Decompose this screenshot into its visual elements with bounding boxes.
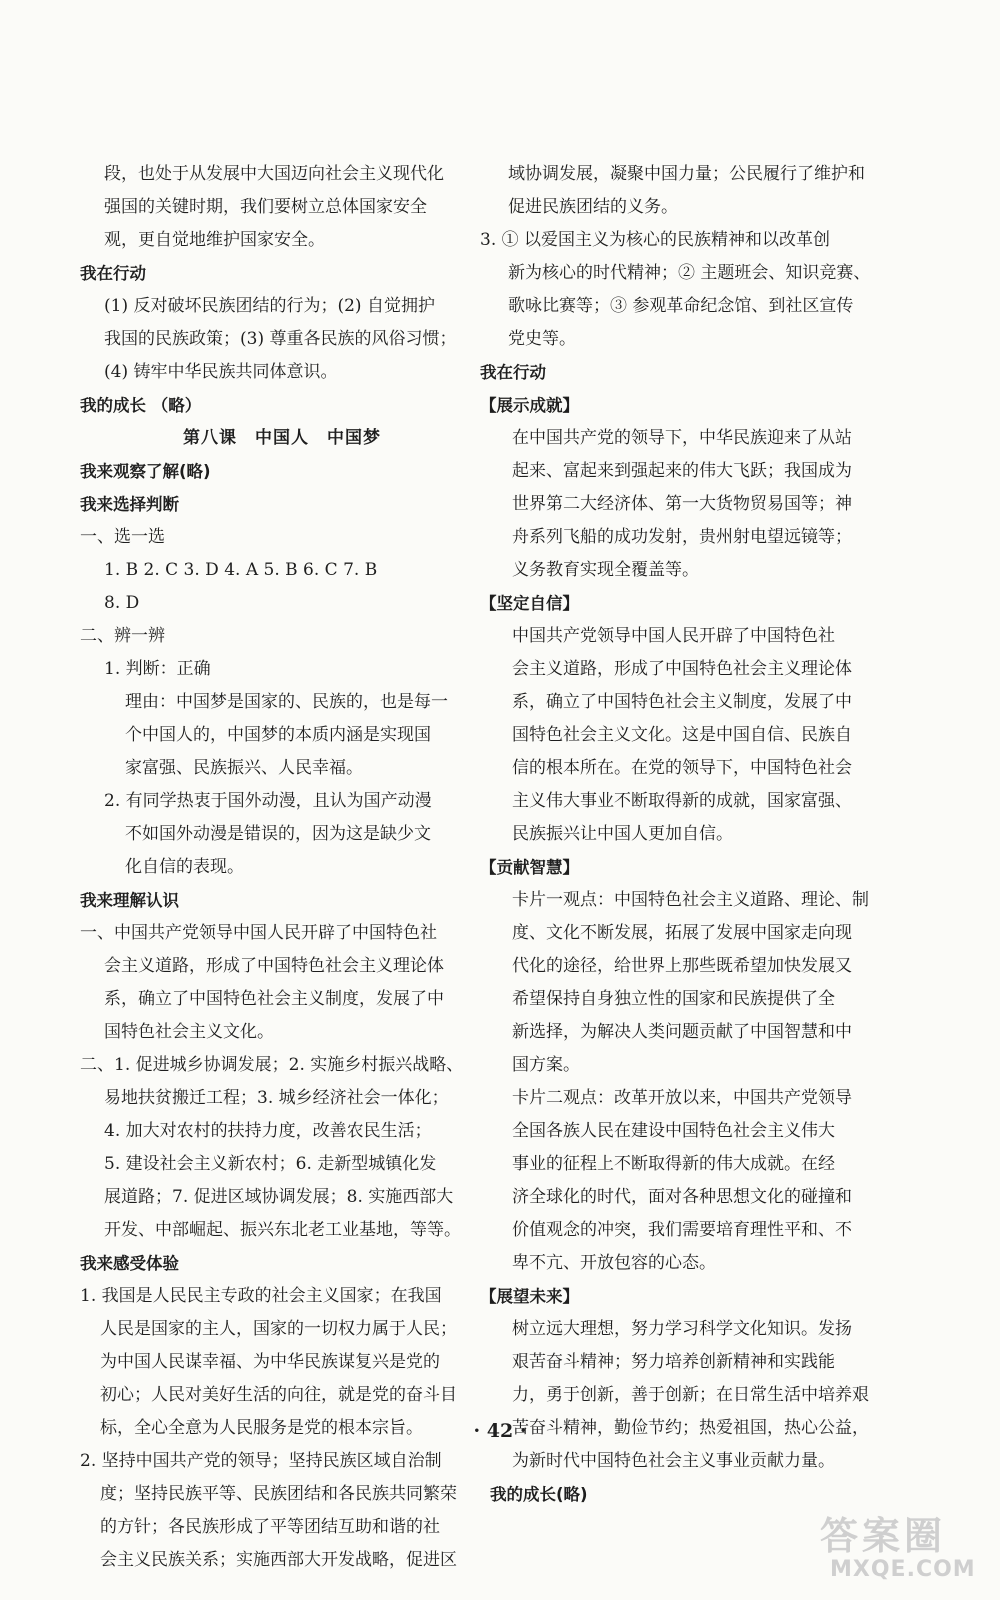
bracket-heading-confidence: 【坚定自信】	[480, 594, 579, 613]
text-line: 歌咏比赛等；③ 参观革命纪念馆、到社区宣传	[508, 296, 854, 316]
text-line: 舟系列飞船的成功发射，贵州射电望远镜等；	[512, 527, 852, 547]
text-line: 为新时代中国特色社会主义事业贡献力量。	[512, 1451, 835, 1471]
text-line: 开发、中部崛起、振兴东北老工业基地，等等。	[104, 1220, 461, 1240]
text-line: 会主义民族关系；实施西部大开发战略，促进区	[100, 1550, 457, 1570]
text-line: 4. 加大对农村的扶持力度，改善农民生活；	[104, 1121, 432, 1141]
lesson-title: 第八课 中国人 中国梦	[183, 428, 381, 448]
subsection-heading: 二、辨一辨	[80, 626, 165, 646]
text-line: 力，勇于创新，善于创新；在日常生活中培养艰	[512, 1385, 869, 1405]
bracket-heading-show: 【展示成就】	[480, 396, 579, 415]
text-line: 促进民族团结的义务。	[508, 197, 678, 217]
text-line: 希望保持自身独立性的国家和民族提供了全	[512, 989, 835, 1009]
text-line: 主义伟大事业不断取得新的成就，国家富强、	[512, 791, 852, 811]
text-line: 世界第二大经济体、第一大货物贸易国等；神	[512, 494, 852, 514]
text-line: (1) 反对破坏民族团结的行为；(2) 自觉拥护	[104, 296, 435, 316]
section-heading-feel: 我来感受体验	[80, 1254, 179, 1273]
text-line: 国特色社会主义文化。这是中国自信、民族自	[512, 725, 852, 745]
section-heading-growth: 我的成长(略)	[490, 1485, 588, 1504]
watermark-logo	[820, 1505, 990, 1595]
text-line: 卑不亢、开放包容的心态。	[512, 1253, 716, 1273]
text-line: 价值观念的冲突，我们需要培育理性平和、不	[512, 1220, 852, 1240]
text-line: 会主义道路，形成了中国特色社会主义理论体	[104, 956, 444, 976]
text-line: 域协调发展，凝聚中国力量；公民履行了维护和	[508, 164, 865, 184]
answer-line: 8. D	[104, 593, 140, 613]
left-column	[80, 158, 474, 1577]
text-line: 国方案。	[512, 1055, 580, 1075]
text-line: 济全球化的时代，面对各种思想文化的碰撞和	[512, 1187, 852, 1207]
text-line: 事业的征程上不断取得新的伟大成就。在经	[512, 1154, 835, 1174]
text-line: 二、1. 促进城乡协调发展；2. 实施乡村振兴战略、	[80, 1055, 464, 1075]
text-line: 一、中国共产党领导中国人民开辟了中国特色社	[80, 923, 437, 943]
text-line: 信的根本所在。在党的领导下，中国特色社会	[512, 758, 852, 778]
section-heading-action: 我在行动	[480, 363, 546, 382]
text-line: 党史等。	[508, 329, 576, 349]
subsection-heading: 一、选一选	[80, 527, 165, 547]
section-heading-growth: 我的成长 （略）	[80, 396, 202, 415]
text-line: 1. 判断：正确	[104, 659, 211, 679]
text-line: 卡片二观点：改革开放以来，中国共产党领导	[512, 1088, 852, 1108]
text-line: 系，确立了中国特色社会主义制度，发展了中	[104, 989, 444, 1009]
text-line: 不如国外动漫是错误的，因为这是缺少文	[125, 824, 431, 844]
section-heading-choose: 我来选择判断	[80, 495, 179, 514]
bracket-heading-future: 【展望未来】	[480, 1287, 579, 1306]
text-line: 的方针；各民族形成了平等团结互助和谐的社	[100, 1517, 440, 1537]
text-line: 2. 坚持中国共产党的领导；坚持民族区域自治制	[80, 1451, 442, 1471]
text-line: 起来、富起来到强起来的伟大飞跃；我国成为	[512, 461, 852, 481]
page-number: · 42 ·	[473, 1420, 527, 1442]
bracket-heading-wisdom: 【贡献智慧】	[480, 858, 579, 877]
text-line: 新选择，为解决人类问题贡献了中国智慧和中	[512, 1022, 852, 1042]
section-heading-observe: 我来观察了解(略)	[80, 462, 211, 481]
text-line: 在中国共产党的领导下，中华民族迎来了从站	[512, 428, 852, 448]
text-line: 3. ① 以爱国主义为核心的民族精神和以改革创	[480, 230, 831, 250]
text-line: (4) 铸牢中华民族共同体意识。	[104, 362, 338, 382]
text-line: 2. 有同学热衷于国外动漫，且认为国产动漫	[104, 791, 432, 811]
text-line: 段，也处于从发展中大国迈向社会主义现代化	[104, 164, 444, 184]
watermark-url: MXQE.COM	[830, 1557, 976, 1582]
text-line: 全国各族人民在建设中国特色社会主义伟大	[512, 1121, 835, 1141]
text-line: 新为核心的时代精神；② 主题班会、知识竞赛、	[508, 263, 871, 283]
text-line: 中国共产党领导中国人民开辟了中国特色社	[512, 626, 835, 646]
text-line: 强国的关键时期，我们要树立总体国家安全	[104, 197, 427, 217]
answer-line: 1. B 2. C 3. D 4. A 5. B 6. C 7. B	[104, 560, 378, 580]
text-line: 度；坚持民族平等、民族团结和各民族共同繁荣	[100, 1484, 457, 1504]
text-line: 初心；人民对美好生活的向往，就是党的奋斗目	[100, 1385, 457, 1405]
text-line: 卡片一观点：中国特色社会主义道路、理论、制	[512, 890, 869, 910]
right-column	[480, 158, 876, 1511]
text-line: 易地扶贫搬迁工程；3. 城乡经济社会一体化；	[104, 1088, 449, 1108]
text-line: 义务教育实现全覆盖等。	[512, 560, 699, 580]
text-line: 化自信的表现。	[125, 857, 244, 877]
text-line: 艰苦奋斗精神；努力培养创新精神和实践能	[512, 1352, 835, 1372]
text-line: 民族振兴让中国人更加自信。	[512, 824, 733, 844]
text-line: 国特色社会主义文化。	[104, 1022, 274, 1042]
text-line: 树立远大理想，努力学习科学文化知识。发扬	[512, 1319, 852, 1339]
text-line: 会主义道路，形成了中国特色社会主义理论体	[512, 659, 852, 679]
text-line: 观，更自觉地维护国家安全。	[104, 230, 325, 250]
text-line: 苦奋斗精神，勤俭节约；热爱祖国，热心公益，	[512, 1418, 869, 1438]
text-line: 我国的民族政策；(3) 尊重各民族的风俗习惯；	[104, 329, 457, 349]
text-line: 代化的途径，给世界上那些既希望加快发展又	[512, 956, 852, 976]
watermark-text: 答案圈	[820, 1514, 947, 1558]
text-line: 标，全心全意为人民服务是党的根本宗旨。	[100, 1418, 423, 1438]
text-line: 系，确立了中国特色社会主义制度，发展了中	[512, 692, 852, 712]
text-line: 1. 我国是人民民主专政的社会主义国家；在我国	[80, 1286, 442, 1306]
text-line: 为中国人民谋幸福、为中华民族谋复兴是党的	[100, 1352, 440, 1372]
section-heading-understand: 我来理解认识	[80, 891, 179, 910]
text-line: 个中国人的，中国梦的本质内涵是实现国	[125, 725, 431, 745]
text-line: 5. 建设社会主义新农村；6. 走新型城镇化发	[104, 1154, 437, 1174]
text-line: 度、文化不断发展，拓展了发展中国家走向现	[512, 923, 852, 943]
section-heading-action: 我在行动	[80, 264, 146, 283]
text-line: 理由：中国梦是国家的、民族的，也是每一	[125, 692, 448, 712]
text-line: 展道路；7. 促进区域协调发展；8. 实施西部大	[104, 1187, 454, 1207]
text-line: 家富强、民族振兴、人民幸福。	[125, 758, 363, 778]
text-line: 人民是国家的主人，国家的一切权力属于人民；	[100, 1319, 457, 1339]
